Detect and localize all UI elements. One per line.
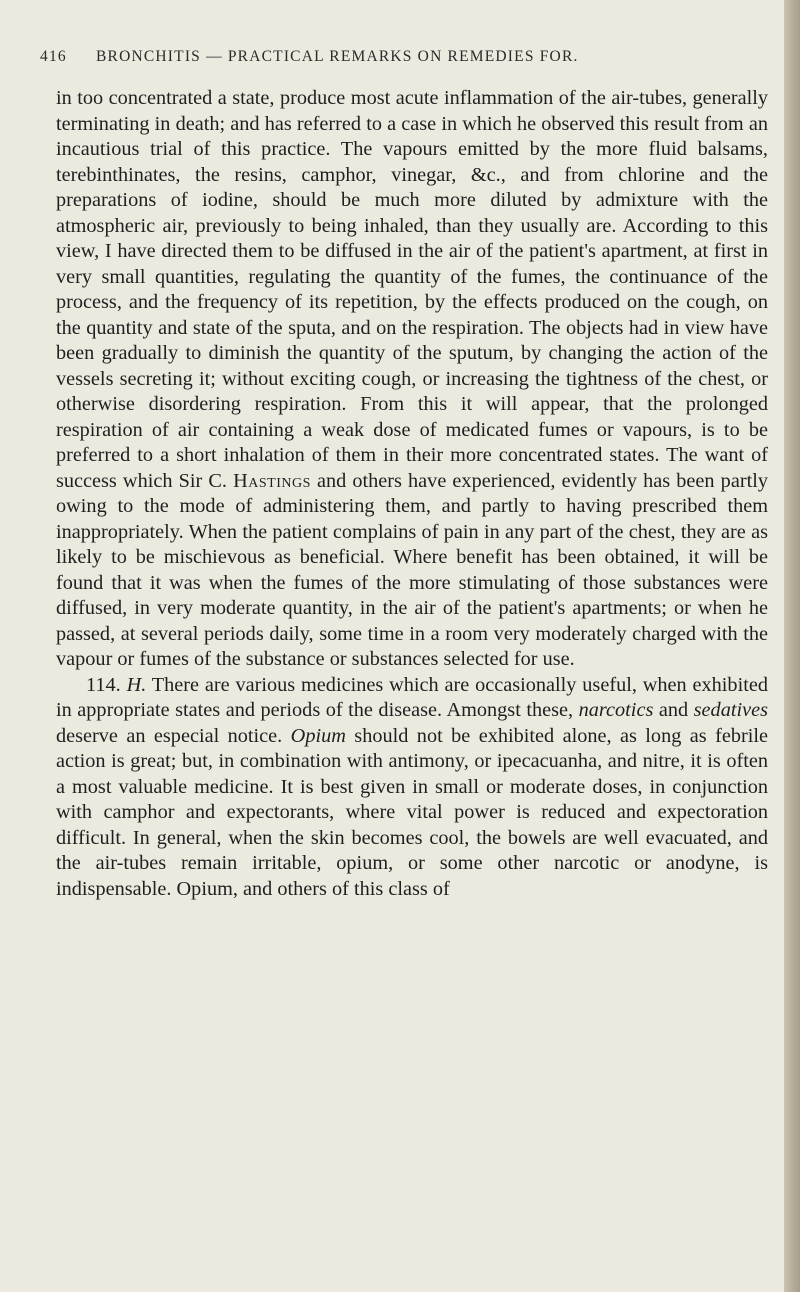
paragraph-continued: [56, 86, 768, 673]
running-title: BRONCHITIS — PRACTICAL REMARKS ON REMEDIES FOR.: [96, 48, 579, 65]
page-number: 416: [40, 48, 67, 65]
section-number: 114.: [86, 673, 127, 696]
paragraph-text: deserve an especial notice.: [56, 724, 291, 747]
paragraph-text: and others have experienced, evidently has been partly owing to the mode of administering them, and partly to having prescribed them inappropriately. When the patient complains of pain in any part of the chest, they are as likely to be mischievous as beneficial. Where benefit has been obtained, it will be found that it was when the fumes of the more stimulating of those substances were diffused, in very moderate quantity, in the air of the patient's apartments; or when he passed, at several periods daily, some time in a room very moderately charged with the vapour or fumes of the substance or substances selected for use.: [56, 469, 768, 670]
paragraph-text: There are various medicines which are occasionally useful, when exhibited in appropriate states and periods of the disease. Amongst these,: [56, 673, 768, 721]
term-sedatives: sedatives: [693, 699, 768, 721]
running-header: [40, 48, 760, 66]
paragraph-text: should not be exhibited alone, as long as febrile action is great; but, in combination with antimony, or ipecacuanha, and nitre, it is often a most valuable medicine. It is best given in small or moderate doses, in conjunction with camphor and expectorants, where vital power is reduced and expectoration difficult. In general, when the skin becomes cool, the bowels are well evacuated, and the air-tubes remain irritable, opium, or some other narcotic or anodyne, is indispensable. Opium, and others of this class of: [56, 724, 768, 900]
paragraph-text: and: [653, 699, 694, 721]
author-name: Hastings: [233, 469, 311, 492]
page-edge: [784, 0, 800, 1292]
paragraph-114: [56, 673, 768, 903]
paragraph-text: in too concentrated a state, produce most acute inflammation of the air-tubes, generally terminating in death; and has referred to a case in which he observed this result from an incautious trial of this practice. The vapours emitted by the more fluid balsams, terebinthinates, the resins, camphor, vinegar, &c., and from chlorine and the preparations of iodine, should be much more diluted by admixture with the atmospheric air, previously to being inhaled, than they usually are. According to this view, I have directed them to be diffused in the air of the patient's apartment, at first in very small quantities, regulating the quantity of the fumes, the continuance of the process, and the frequency of its repetition, by the effects produced on the cough, on the quantity and state of the sputa, and on the respiration. The objects had in view have been gradually to diminish the quantity of the sputum, by changing the action of the vessels secreting it; without exciting cough, or increasing the tightness of the chest, or otherwise disordering respiration. From this it will appear, that the prolonged respiration of air containing a weak dose of medicated fumes or vapours, is to be preferred to a short inhalation of them in their more concentrated states. The want of success which Sir C.: [56, 87, 768, 492]
body-text: [56, 86, 768, 902]
term-opium: Opium: [290, 724, 346, 747]
section-letter: H.: [126, 673, 147, 696]
term-narcotics: narcotics: [578, 699, 654, 721]
